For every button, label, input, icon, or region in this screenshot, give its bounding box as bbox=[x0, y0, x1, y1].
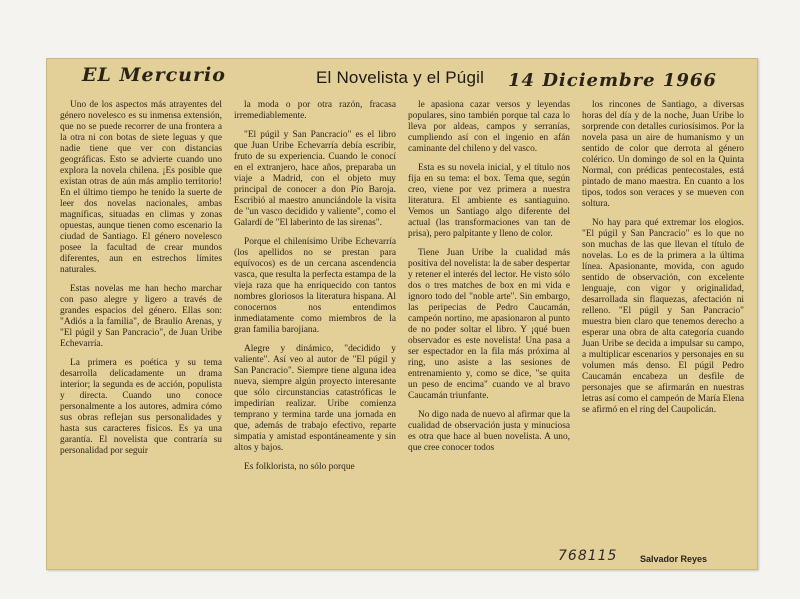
paragraph: Porque el chilenísimo Uribe Echevarría (los apellidos no se prestan para equívocos) es de un cercana ascendencia vasca, que resulta la perfecta estampa de la vieja raza que ha enriquecido con tantos nombres gloriosos la literatura hispana. Al conocernos nos entendimos inmediatamente como miembros de la gran familia barojiana. bbox=[234, 237, 396, 335]
handwritten-archive-number: 768115 bbox=[558, 548, 618, 564]
paragraph: No digo nada de nuevo al afirmar que la cualidad de observación justa y minuciosa es otra que hace al buen novelista. A uno, que cree conocer todos bbox=[408, 410, 570, 453]
paragraph: La primera es poética y su tema desarrolla delicadamente un drama interior; la segunda es de acción, populista y directa. Cuando uno conoce personalmente a los autores, admira cómo sus obras reflejan sus personalidades y hasta sus caracteres físicos. Es ya una garantía. El novelista que contraría su personalidad por seguir bbox=[60, 358, 222, 456]
paragraph: Estas novelas me han hecho marchar con paso alegre y ligero a través de grandes espacios del género. Ellas son: "Adiós a la familia", de Braulio Arenas, y "El púgil y San Pancracio", de Juan Uribe Echevarría. bbox=[60, 284, 222, 349]
paragraph: los rincones de Santiago, a diversas horas del día y de la noche, Juan Uribe lo sorprende con detalles curiosísimos. Por la novela pasa un aire de humanismo y un sentido de color que derrota al género colérico. Un domingo de sol en la Quinta Normal, con prédicas pentecostales, está pintado de mano maestra. En cuanto a los tipos, todos son veraces y se mueven con soltura. bbox=[582, 100, 744, 209]
handwritten-date: 14 Diciembre 1966 bbox=[508, 70, 717, 91]
handwritten-paper-name: EL Mercurio bbox=[82, 64, 226, 86]
paragraph: la moda o por otra razón, fracasa irremediablemente. bbox=[234, 100, 396, 121]
article-column-2 bbox=[234, 98, 396, 481]
paragraph: No hay para qué extremar los elogios. "El púgil y San Pancracio" es lo que no son muchas de las que llevan el título de novelas. Lo es de la primera a la última línea. Apasionante, movida, con agudo sentido de observación, con excelente lenguaje, con vigor y originalidad, desarrollada sin flaquezas, afectación ni relleno. "El púgil y San Pancracio" muestra bien claro que tenemos derecho a esperar una obra de alta categoría cuando Juan Uribe se decida a impulsar su campo, a multiplicar escenarios y personajes en su volumen más denso. El púgil Pedro Caucamán encabeza un desfile de personajes que se afirmarán en nuestras letras así como el campeón de María Elena se afirmó en el ring del Caupolicán. bbox=[582, 218, 744, 415]
paragraph: Uno de los aspectos más atrayentes del género novelesco es su inmensa extensión, que no se puede recorrer de una frontera a la otra ni con botas de siete leguas y que nadie tiene que ver con distancias geográficas. Esto se advierte cuando uno explora la novela chilena. ¡Es posible que existan otras de aún más amplio territorio! En el último tiempo he tenido la suerte de leer dos novelas nacionales, ambas magníficas, situadas en climas y zonas opuestas, aunque tienen como escenario la ciudad de Santiago. El género novelesco posee la facultad de crear mundos diferentes, aun en estrechos límites naturales. bbox=[60, 100, 222, 275]
paragraph: Esta es su novela inicial, y el título nos fija en su tema: el box. Tema que, según creo, viene por vez primera a nuestra literatura. El ambiente es santiaguino. Vemos un Santiago algo diferente del actual (las transformaciones van tan de prisa), pero palpitante y lleno de color. bbox=[408, 163, 570, 239]
paragraph: Es folklorista, no sólo porque bbox=[244, 462, 355, 472]
paragraph: Alegre y dinámico, "decidido y valiente". Así veo al autor de "El púgil y San Pancracio". Siempre tiene alguna idea nueva, siempre algún proyecto interesante que sólo circunstancias catastróficas le impedirían realizar. Uribe comienza temprano y termina tarde una jornada en que, además de trabajo efectivo, reparte simpatía y amistad espontáneamente y sin altos y bajos. bbox=[234, 344, 396, 453]
paragraph: le apasiona cazar versos y leyendas populares, sino también porque tal caza lo lleva por aldeas, campos y serranías, cumpliendo así con el ingenio en afán caminante del chileno y del vasco. bbox=[408, 100, 570, 154]
article-column-3 bbox=[408, 98, 570, 462]
paragraph: Tiene Juan Uribe la cualidad más positiva del novelista: la de saber despertar y retener el interés del lector. He visto sólo dos o tres matches de box en mi vida e ignoro todo del "noble arte". Sin embargo, las peripecias de Pedro Caucamán, campeón nortino, me apasionaron al punto de no poder soltar el libro. Y ¡qué buen observador es este novelista! Una pasa a ser espectador en la fila más próxima al ring, uno asiste a las sesiones de entrenamiento y, como se dice, "se quita un peso de encima" cuando ve al bravo Caucamán triunfante. bbox=[408, 248, 570, 401]
newspaper-clipping bbox=[46, 58, 758, 570]
article-title: El Novelista y el Púgil bbox=[316, 68, 485, 87]
article-column-1 bbox=[60, 98, 222, 465]
author-signature: Salvador Reyes bbox=[640, 554, 708, 564]
paragraph: "El púgil y San Pancracio" es el libro que Juan Uribe Echevarría debía escribir, fruto de su experiencia. Cuando le conocí en el extranjero, hace años, preparaba un viaje a Madrid, con el objeto muy principal de conocer a don Pío Baroja. Escribió al maestro anunciándole la visita de "un vasco decidido y valiente", como el Galardí de "El laberinto de las sirenas". bbox=[234, 130, 396, 228]
article-column-4 bbox=[582, 98, 744, 424]
